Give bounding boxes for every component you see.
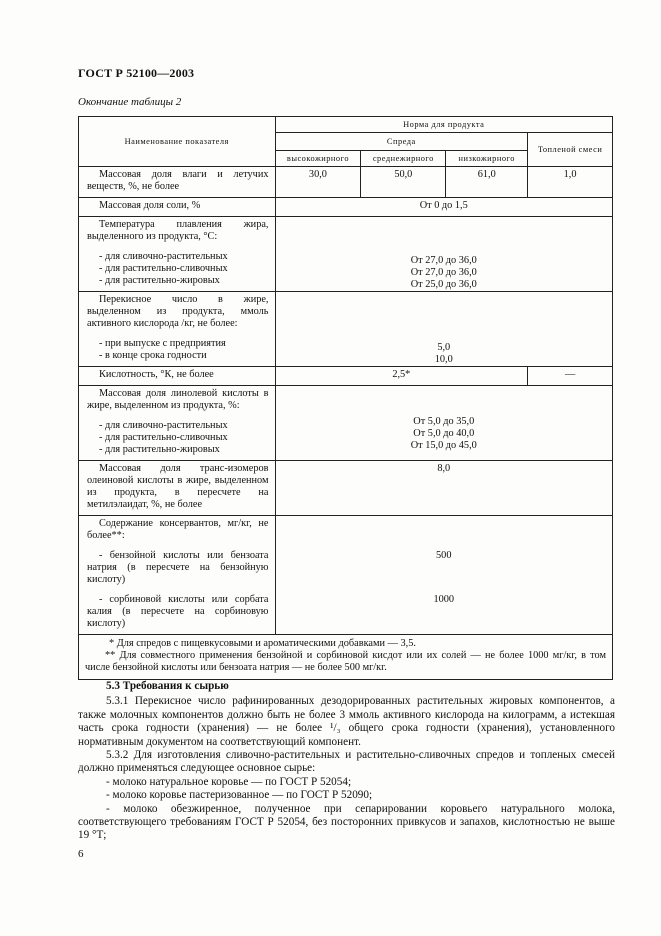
row-label: Массовая доля линолевой кислоты в жире, выделенном из продукта, %: xyxy=(87,388,269,411)
header-melted: Топленой смеси xyxy=(528,133,613,167)
row-subitem: - бензойной кислоты или бензоата натрия (в пересчете на бензойную кислоту) xyxy=(87,550,269,585)
section-heading: 5.3 Требования к сырью xyxy=(106,680,229,692)
cell-value: От 5,0 до 35,0 xyxy=(413,416,475,427)
row-subitem: - для растительно-жировых xyxy=(99,275,220,286)
row-subitem: - для сливочно-растительных xyxy=(99,251,228,262)
table-row xyxy=(79,292,613,367)
footnote: * Для спредов с пищевкусовыми и ароматическими добавками — 3,5. xyxy=(109,638,416,649)
cell-value: 5,0 xyxy=(437,342,451,353)
header-high-fat: высокожирного xyxy=(275,151,361,167)
table-caption: Окончание таблицы 2 xyxy=(78,96,182,108)
row-subitem: - в конце срока годности xyxy=(99,350,207,361)
row-subitem: - для растительно-сливочных xyxy=(99,263,228,274)
cell-value: 1000 xyxy=(433,594,455,605)
row-subitem: - при выпуске с предприятия xyxy=(99,338,226,349)
row-subitem: - для растительно-жировых xyxy=(99,444,220,455)
row-label: Температура плавления жира, выделенного из продукта, °С: xyxy=(87,219,269,242)
document-title: ГОСТ Р 52100—2003 xyxy=(78,66,195,80)
requirements-table xyxy=(78,116,613,680)
footnote: ** Для совместного применения бензойной и сорбиновой кисдот или их солей — не более 1000 мг/кг, в том числе бензойной кислоты или бензоата натрия — не более 500 мг/кг. xyxy=(85,650,606,673)
cell-value: — xyxy=(528,367,613,386)
table-row xyxy=(79,461,613,516)
cell-value: От 25,0 до 36,0 xyxy=(410,279,477,290)
header-medium-fat: среднежирного xyxy=(361,151,446,167)
section-5-3 xyxy=(78,680,615,843)
cell-value: 500 xyxy=(436,550,452,561)
table-row xyxy=(79,516,613,635)
table-row xyxy=(79,198,613,217)
row-label: Массовая доля соли, % xyxy=(79,198,276,217)
paragraph: 5.3.1 Перекисное число рафинированных дезодорированных растительных жировых компонентов, а также молочных компонентов должно быть не более 3 ммоль активного кислорода на килограмм, а истекшая часть срока годности (хранения) — не более ¹/₃ общего срока годности (хранения), установленного нормативным документом на соответствующий компонент. xyxy=(78,695,615,748)
cell-value: 2,5* xyxy=(275,367,528,386)
row-subitem: - для сливочно-растительных xyxy=(99,420,228,431)
page-number: 6 xyxy=(78,848,84,860)
table-row xyxy=(79,367,613,386)
cell-value: 50,0 xyxy=(361,167,446,198)
header-name: Наименование показателя xyxy=(79,117,276,167)
paragraph: 5.3.2 Для изготовления сливочно-растительных и растительно-сливочных спредов и топленых смесей должно применяться следующее основное сырье: xyxy=(78,749,615,775)
cell-value: От 5,0 до 40,0 xyxy=(413,428,475,439)
row-label: Содержание консервантов, мг/кг, не более**: xyxy=(87,518,269,541)
row-label: Массовая доля транс-изомеров олеиновой кислоты в жире, выделенном из продукта, в пересчете на метилэлаидат, %, не более xyxy=(79,461,276,516)
row-subitem: - сорбиновой кислоты или сорбата калия (в пересчете на сорбиновую кислоту) xyxy=(87,594,269,629)
row-label: Кислотность, °К, не более xyxy=(79,367,276,386)
row-label: Перекисное число в жире, выделенном из продукта, ммоль активного кислорода /кг, не более: xyxy=(87,294,269,329)
header-norm: Норма для продукта xyxy=(275,117,613,133)
cell-value: 30,0 xyxy=(275,167,361,198)
list-item: - молоко натуральное коровье — по ГОСТ Р 52054; xyxy=(106,775,352,788)
table-row xyxy=(79,167,613,198)
row-subitem: - для растительно-сливочных xyxy=(99,432,228,443)
cell-value: 10,0 xyxy=(434,354,453,365)
cell-value: 8,0 xyxy=(275,461,613,516)
row-label: Массовая доля влаги и летучих веществ, %, не более xyxy=(79,167,276,198)
cell-value: От 27,0 до 36,0 xyxy=(410,267,477,278)
cell-value: От 0 до 1,5 xyxy=(275,198,613,217)
header-low-fat: низкожирного xyxy=(446,151,528,167)
table-footnotes xyxy=(79,635,613,680)
list-item: - молоко обезжиренное, полученное при сепарировании коровьего натурального молока, соответствующего требованиям ГОСТ Р 52054, без посторонних привкусов и запахов, кислотностью не выше 19 °Т; xyxy=(78,802,615,842)
cell-value: 1,0 xyxy=(528,167,613,198)
header-spread: Спреда xyxy=(275,133,528,151)
table-row xyxy=(79,217,613,292)
list-item: - молоко коровье пастеризованное — по ГОСТ Р 52090; xyxy=(106,789,373,802)
cell-value: От 15,0 до 45,0 xyxy=(410,440,477,451)
cell-value: От 27,0 до 36,0 xyxy=(410,255,477,266)
cell-value: 61,0 xyxy=(446,167,528,198)
table-row xyxy=(79,386,613,461)
